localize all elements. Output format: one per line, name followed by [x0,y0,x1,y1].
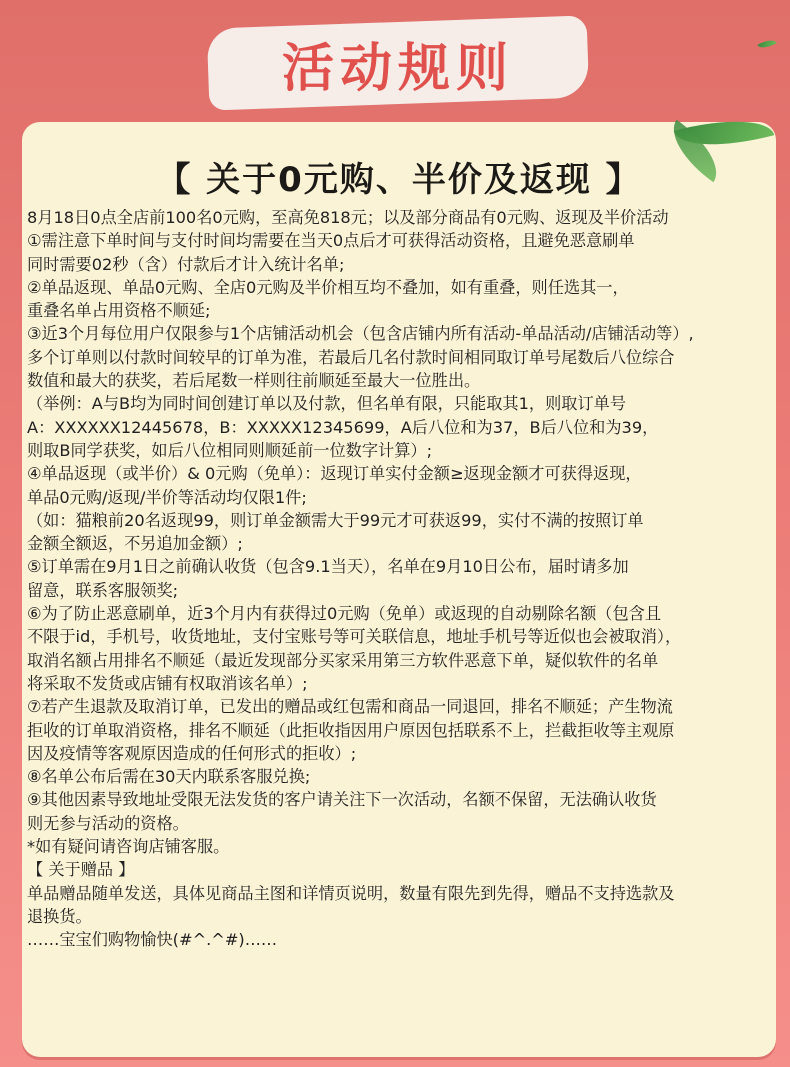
rule-line: ⑧名单公布后需在30天内联系客服兑换; [27,767,311,787]
rule-line: ⑨其他因素导致地址受限无法发货的客户请关注下一次活动，名额不保留，无法确认收货 [27,790,657,810]
rule-line: 【 关于赠品 】 [27,860,135,880]
rule-line: 多个订单则以付款时间较早的订单为准，若最后几名付款时间相同取订单号尾数后八位综合 [27,347,675,367]
rule-line: ⑤订单需在9月1日之前确认收货（包含9.1当天），名单在9月10日公布，届时请多加 [27,557,629,577]
rule-line: 单品赠品随单发送，具体见商品主图和详情页说明，数量有限先到先得，赠品不支持选款及 [27,883,675,903]
rule-line: 则无参与活动的资格。 [27,813,189,833]
rules-body [22,206,776,952]
rule-line: ④单品返现（或半价）& 0元购（免单）：返现订单实付金额≥返现金额才可获得返现， [27,464,642,484]
page-title: 活动规则 [281,37,514,99]
header [0,0,790,118]
rule-line: A：XXXXXX12445678，B：XXXXX12345699，A后八位和为37，B后八位和为39， [27,417,659,437]
rule-line: ①需注意下单时间与支付时间均需要在当天0点后才可获得活动资格，且避免恶意刷单 [27,231,635,251]
rule-line: ……宝宝们购物愉快(#^.^#)…… [27,930,278,950]
rule-line: 单品0元购/返现/半价等活动均仅限1件; [27,487,307,507]
rule-line: 取消名额占用排名不顺延（最近发现部分买家采用第三方软件恶意下单，疑似软件的名单 [27,650,659,670]
rule-line: （如：猫粮前20名返现99，则订单金额需大于99元才可获返99，实付不满的按照订单 [27,510,644,530]
rule-line: 因及疫情等客观原因造成的任何形式的拒收）; [27,743,357,763]
rule-line: 金额全额返，不另追加金额）; [27,534,243,554]
rule-line: *如有疑问请咨询店铺客服。 [27,837,230,857]
rule-line: 同时需要02秒（含）付款后才计入统计名单; [27,254,345,274]
section-title: 【 关于0元购、半价及返现 】 [156,160,642,200]
rule-line: 不限于id，手机号，收货地址，支付宝账号等可关联信息，地址手机号等近似也会被取消）， [27,627,682,647]
leaf-icon [757,36,777,52]
rule-line: 则取B同学获奖，如后八位相同则顺延前一位数字计算）; [27,440,433,460]
rule-line: ⑦若产生退款及取消订单，已发出的赠品或红包需和商品一同退回，排名不顺延；产生物流 [27,697,673,717]
rule-line: ②单品返现、单品0元购、全店0元购及半价相互均不叠加，如有重叠，则任选其一， [27,277,629,297]
rule-line: 将采取不发货或店铺有权取消该名单）; [27,673,308,693]
rules-panel [22,122,776,1057]
title-banner [208,22,588,104]
rule-line: ⑥为了防止恶意刷单，近3个月内有获得过0元购（免单）或返现的自动剔除名额（包含且 [27,604,662,624]
rule-line: 留意，联系客服领奖; [27,580,179,600]
rule-line: 拒收的订单取消资格，排名不顺延（此拒收指因用户原因包括联系不上，拦截拒收等主观原 [27,720,675,740]
rule-line: 退换货。 [27,906,92,926]
rule-line: （举例：A与B均为同时间创建订单以及付款，但名单有限，只能取其1，则取订单号 [27,394,627,414]
rule-line: ③近3个月每位用户仅限参与1个店铺活动机会（包含店铺内所有活动-单品活动/店铺活动等）, [27,324,694,344]
rule-line: 数值和最大的获奖，若后尾数一样则往前顺延至最大一位胜出。 [27,371,481,391]
rule-line: 重叠名单占用资格不顺延; [27,301,211,321]
rule-line: 8月18日0点全店前100名0元购，至高免818元；以及部分商品有0元购、返现及半价活动 [27,208,669,227]
